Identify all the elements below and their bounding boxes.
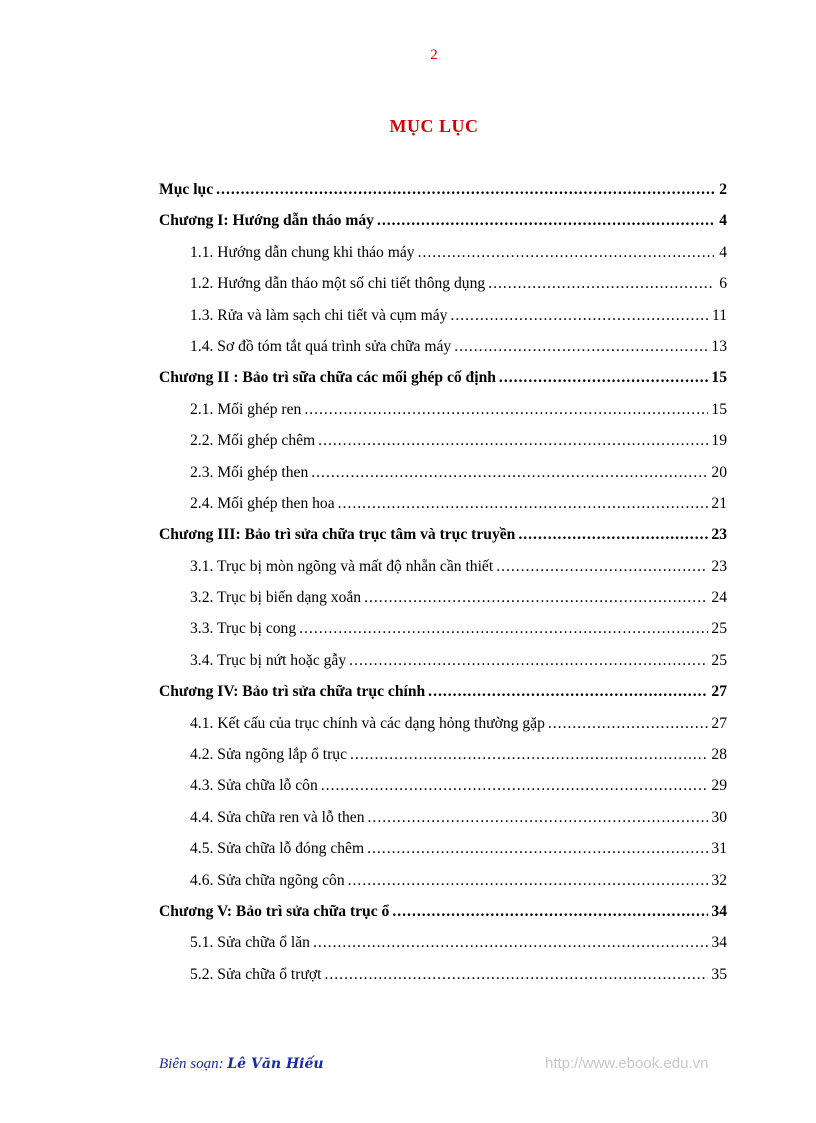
table-of-contents <box>159 174 727 990</box>
toc-entry-page: 21 <box>711 494 727 512</box>
toc-section-entry[interactable] <box>159 268 727 299</box>
author-name: Lê Văn Hiếu <box>227 1056 324 1072</box>
toc-entry-page: 25 <box>711 651 727 669</box>
toc-section-entry[interactable] <box>159 457 727 488</box>
toc-dot-leader <box>299 613 708 644</box>
toc-dot-leader <box>367 833 708 864</box>
toc-entry-page: 19 <box>711 432 727 450</box>
toc-entry-page: 34 <box>711 934 727 952</box>
toc-entry-page: 32 <box>711 871 727 889</box>
toc-entry-page: 13 <box>711 337 727 355</box>
toc-entry-page: 15 <box>711 400 727 418</box>
toc-chapter-entry[interactable] <box>159 519 727 550</box>
toc-dot-leader <box>349 645 708 676</box>
toc-dot-leader <box>454 331 708 362</box>
toc-dot-leader <box>548 708 709 739</box>
toc-entry-page: 15 <box>711 369 727 387</box>
toc-entry-page: 2 <box>719 181 727 198</box>
author-label: Biên soạn: <box>159 1056 224 1072</box>
toc-section-entry[interactable] <box>159 645 727 676</box>
toc-dot-leader <box>321 770 709 801</box>
toc-entry-label: 2.3. Mối ghép then <box>190 463 309 481</box>
toc-dot-leader <box>313 927 708 958</box>
toc-entry-label: 3.1. Trục bị mòn ngõng và mất độ nhẵn cần thiết <box>190 557 494 575</box>
toc-dot-leader <box>304 394 708 425</box>
toc-entry-page: 23 <box>711 526 727 544</box>
footer-author <box>159 1056 324 1073</box>
toc-entry-label: 1.1. Hướng dẫn chung khi tháo máy <box>190 243 415 261</box>
toc-entry-page: 20 <box>711 463 727 481</box>
toc-chapter-entry[interactable] <box>159 174 727 205</box>
toc-entry-page: 24 <box>711 589 727 607</box>
toc-section-entry[interactable] <box>159 488 727 519</box>
toc-entry-page: 27 <box>711 714 727 732</box>
footer-url[interactable]: http://www.ebook.edu.vn <box>545 1055 709 1072</box>
toc-entry-page: 27 <box>711 683 727 701</box>
toc-chapter-entry[interactable] <box>159 205 727 236</box>
toc-section-entry[interactable] <box>159 959 727 990</box>
toc-section-entry[interactable] <box>159 394 727 425</box>
toc-entry-label: Chương I: Hướng dẫn tháo máy <box>159 212 374 230</box>
toc-dot-leader <box>368 802 709 833</box>
toc-section-entry[interactable] <box>159 613 727 644</box>
toc-section-entry[interactable] <box>159 865 727 896</box>
toc-dot-leader <box>324 959 708 990</box>
toc-entry-label: Chương V: Bảo trì sửa chữa trục ổ <box>159 902 390 920</box>
toc-entry-label: 3.2. Trục bị biến dạng xoắn <box>190 589 362 607</box>
toc-section-entry[interactable] <box>159 582 727 613</box>
toc-title: MỤC LỤC <box>389 116 479 136</box>
toc-dot-leader <box>350 739 708 770</box>
toc-entry-label: 4.5. Sửa chữa lỗ đóng chêm <box>190 840 365 858</box>
toc-section-entry[interactable] <box>159 927 727 958</box>
toc-entry-label: Mục lục <box>159 181 214 198</box>
toc-section-entry[interactable] <box>159 739 727 770</box>
toc-section-entry[interactable] <box>159 237 727 268</box>
toc-dot-leader <box>488 268 714 299</box>
toc-entry-page: 30 <box>711 808 727 826</box>
toc-entry-page: 6 <box>719 275 727 293</box>
toc-entry-label: 4.4. Sửa chữa ren và lỗ then <box>190 808 365 826</box>
toc-section-entry[interactable] <box>159 425 727 456</box>
toc-section-entry[interactable] <box>159 300 727 331</box>
toc-entry-label: 4.2. Sửa ngõng lắp ổ trục <box>190 746 348 764</box>
toc-section-entry[interactable] <box>159 802 727 833</box>
toc-dot-leader <box>216 174 714 205</box>
toc-entry-page: 28 <box>711 746 727 764</box>
toc-chapter-entry[interactable] <box>159 896 727 927</box>
toc-section-entry[interactable] <box>159 708 727 739</box>
toc-dot-leader <box>496 551 708 582</box>
toc-section-entry[interactable] <box>159 770 727 801</box>
toc-entry-page: 25 <box>711 620 727 638</box>
toc-entry-label: 2.1. Mối ghép ren <box>190 400 302 418</box>
toc-entry-label: 5.1. Sửa chữa ổ lăn <box>190 934 310 952</box>
toc-entry-label: 1.2. Hướng dẫn tháo một số chi tiết thông dụng <box>190 275 486 293</box>
toc-entry-label: 3.3. Trục bị cong <box>190 620 297 638</box>
toc-entry-label: Chương III: Bảo trì sửa chữa trục tâm và trục truyền <box>159 526 516 544</box>
toc-dot-leader <box>418 237 714 268</box>
toc-entry-label: 4.1. Kết cấu của trục chính và các dạng hỏng thường gặp <box>190 714 545 732</box>
toc-dot-leader <box>318 425 708 456</box>
toc-entry-page: 31 <box>711 840 727 858</box>
toc-entry-label: 2.4. Mối ghép then hoa <box>190 494 335 512</box>
toc-entry-label: 4.6. Sửa chữa ngõng côn <box>190 871 345 889</box>
toc-entry-label: Chương II : Bảo trì sữa chữa các mối ghép cố định <box>159 369 496 387</box>
toc-entry-label: 4.3. Sửa chữa lỗ côn <box>190 777 318 795</box>
toc-entry-label: 2.2. Mối ghép chêm <box>190 432 316 450</box>
toc-chapter-entry[interactable] <box>159 676 727 707</box>
toc-entry-page: 11 <box>711 306 727 324</box>
toc-entry-label: 1.3. Rửa và làm sạch chi tiết và cụm máy <box>190 306 448 324</box>
toc-chapter-entry[interactable] <box>159 362 727 393</box>
toc-section-entry[interactable] <box>159 551 727 582</box>
toc-dot-leader <box>392 896 708 927</box>
toc-dot-leader <box>518 519 708 550</box>
toc-dot-leader <box>428 676 708 707</box>
toc-dot-leader <box>338 488 709 519</box>
toc-dot-leader <box>364 582 708 613</box>
toc-dot-leader <box>377 205 714 236</box>
toc-entry-label: 5.2. Sửa chữa ổ trượt <box>190 965 322 983</box>
toc-entry-label: 3.4. Trục bị nứt hoặc gẫy <box>190 651 347 669</box>
toc-entry-page: 29 <box>711 777 727 795</box>
toc-dot-leader <box>499 362 708 393</box>
toc-entry-page: 35 <box>711 965 727 983</box>
toc-dot-leader <box>450 300 709 331</box>
toc-entry-page: 34 <box>711 902 727 920</box>
toc-entry-page: 23 <box>711 557 727 575</box>
toc-entry-label: Chương IV: Bảo trì sửa chữa trục chính <box>159 683 426 701</box>
toc-dot-leader <box>348 865 709 896</box>
toc-dot-leader <box>311 457 708 488</box>
page-number: 2 <box>430 47 438 63</box>
toc-entry-page: 4 <box>719 243 727 261</box>
toc-entry-label: 1.4. Sơ đồ tóm tắt quá trình sửa chữa máy <box>190 337 452 355</box>
toc-section-entry[interactable] <box>159 331 727 362</box>
toc-section-entry[interactable] <box>159 833 727 864</box>
toc-entry-page: 4 <box>719 212 727 230</box>
